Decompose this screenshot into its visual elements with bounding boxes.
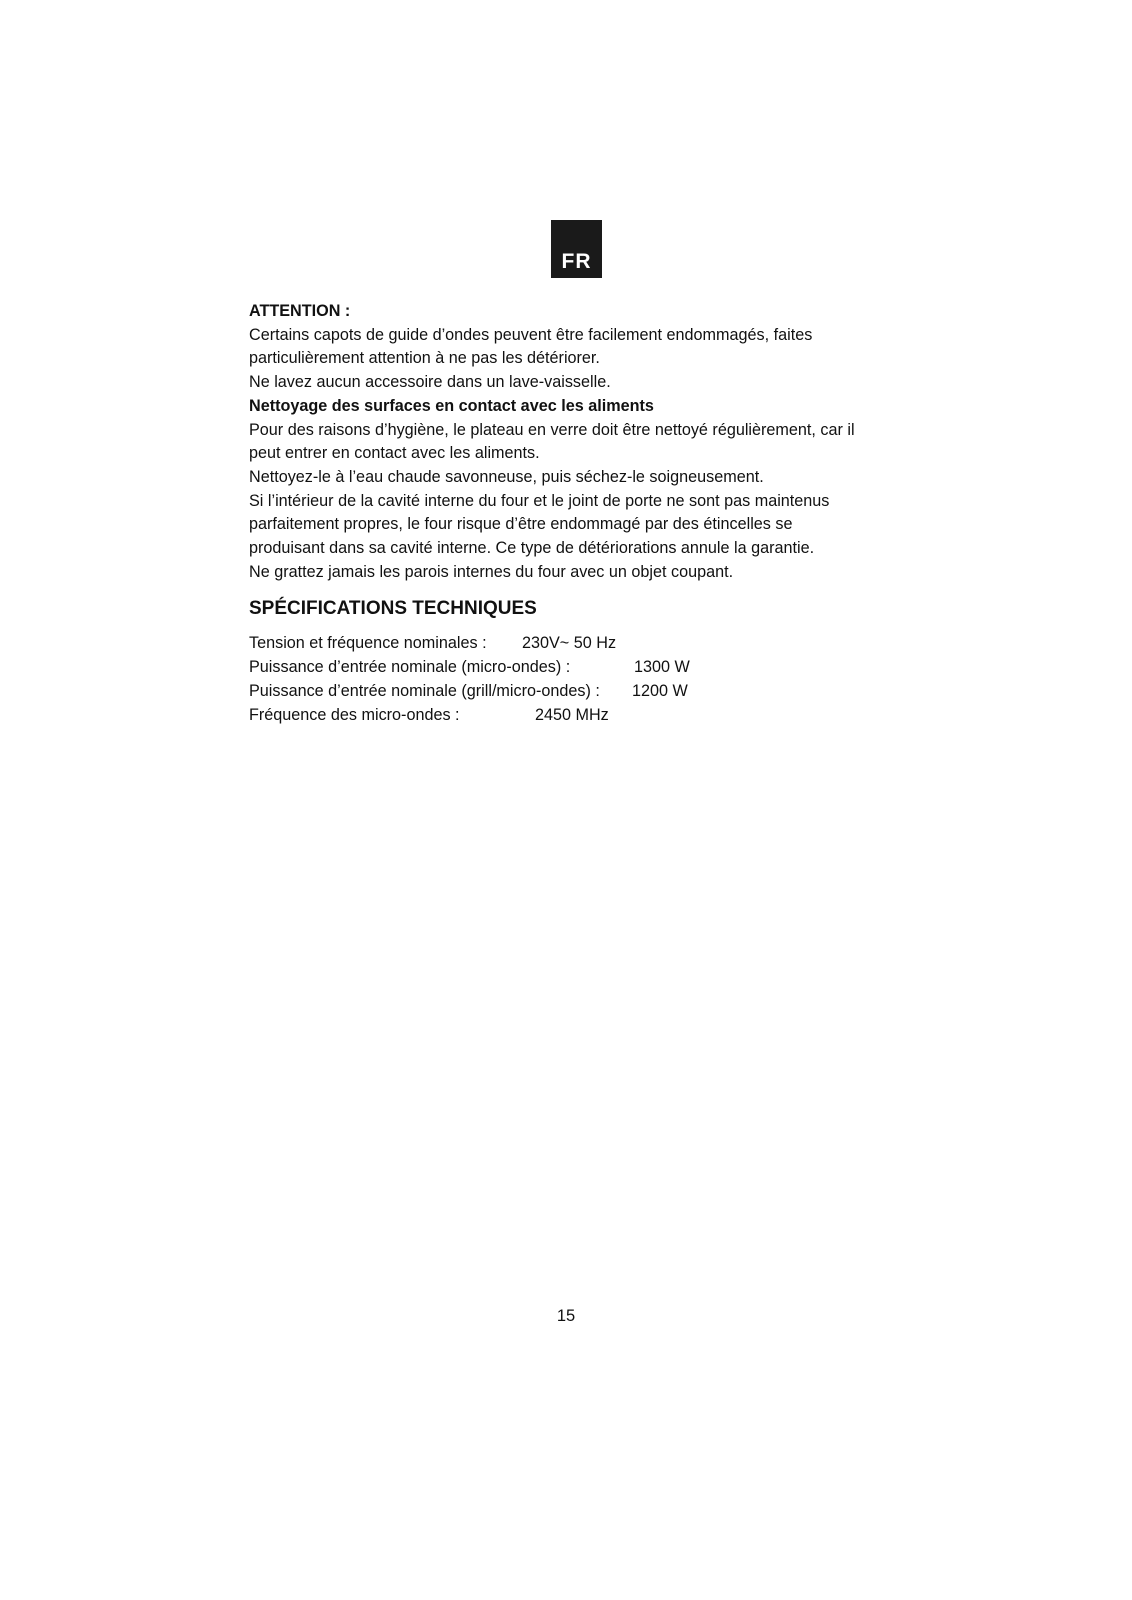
spec-row [249, 656, 899, 680]
cleaning-heading: Nettoyage des surfaces en contact avec les aliments [249, 396, 654, 415]
attention-line: Certains capots de guide d’ondes peuvent être facilement endommagés, faites [249, 325, 813, 344]
cleaning-line: parfaitement propres, le four risque d’être endommagé par des étincelles se [249, 515, 793, 534]
spec-value: 1300 W [634, 658, 690, 677]
cleaning-line: produisant dans sa cavité interne. Ce type de détériorations annule la garantie. [249, 539, 815, 558]
spec-label: Fréquence des micro-ondes : [249, 705, 460, 724]
spec-label: Puissance d’entrée nominale (micro-ondes) : [249, 658, 571, 677]
specs-title: SPÉCIFICATIONS TECHNIQUES [249, 598, 537, 620]
page-content [249, 300, 899, 727]
spec-row [249, 632, 899, 656]
cleaning-line: peut entrer en contact avec les aliments. [249, 444, 540, 463]
cleaning-line: Si l’intérieur de la cavité interne du four et le joint de porte ne sont pas maintenus [249, 491, 830, 510]
page-number: 15 [556, 1307, 576, 1325]
attention-line: particulièrement attention à ne pas les détériorer. [249, 349, 600, 368]
spec-value: 1200 W [632, 681, 688, 700]
spec-label: Puissance d’entrée nominale (grill/micro-ondes) : [249, 681, 600, 700]
spec-row [249, 704, 899, 728]
cleaning-line: Ne grattez jamais les parois internes du four avec un objet coupant. [249, 562, 734, 581]
attention-heading: ATTENTION : [249, 302, 351, 320]
spec-label: Tension et fréquence nominales : [249, 634, 487, 653]
spec-value: 2450 MHz [535, 705, 609, 724]
cleaning-line: Pour des raisons d’hygiène, le plateau en verre doit être nettoyé régulièrement, car il [249, 420, 855, 439]
language-badge: FR [551, 220, 602, 278]
spec-value: 230V~ 50 Hz [522, 634, 617, 653]
attention-line: Ne lavez aucun accessoire dans un lave-vaisselle. [249, 373, 611, 392]
cleaning-line: Nettoyez-le à l’eau chaude savonneuse, puis séchez-le soigneusement. [249, 467, 764, 486]
spec-row [249, 680, 899, 704]
